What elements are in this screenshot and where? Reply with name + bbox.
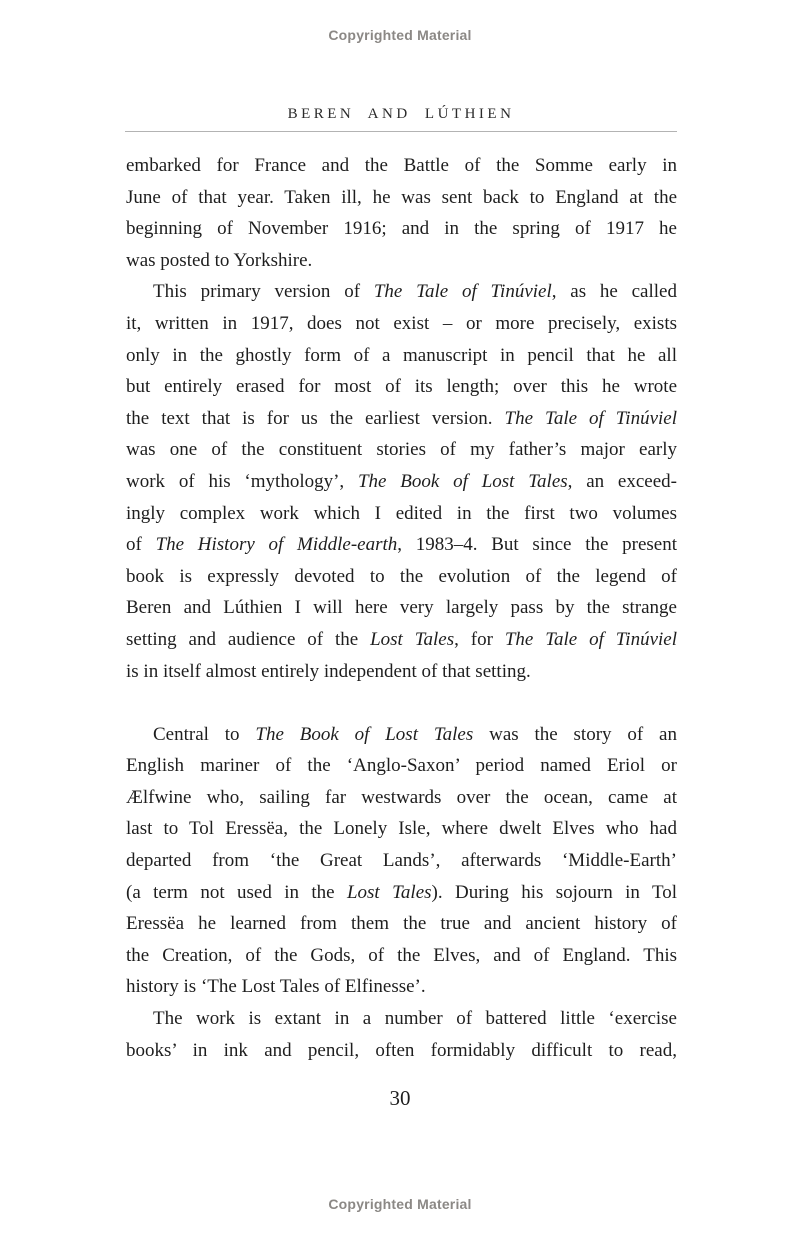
text-segment: last to Tol Eressëa, the Lonely Isle, where dwelt Elves who had: [126, 818, 677, 840]
text-line: [126, 624, 677, 656]
paragraph: [126, 150, 677, 276]
text-line: [126, 971, 677, 1003]
text-line: [126, 308, 677, 340]
text-segment: work of his ‘mythology’,: [126, 470, 358, 492]
text-segment: The work is extant in a number of battered little ‘exercise: [153, 1008, 677, 1030]
italic-text-segment: The Tale of Tinúviel: [373, 281, 552, 303]
italic-text-segment: Lost Tales: [370, 628, 455, 650]
italic-text-segment: The Book of Lost Tales: [255, 723, 474, 745]
text-segment: ingly complex work which I edited in the first two volumes: [126, 502, 677, 524]
paragraph: [126, 1003, 677, 1066]
italic-text-segment: The Tale of Tinúviel: [504, 628, 677, 650]
header-rule: [125, 131, 677, 132]
text-line: [126, 940, 677, 972]
copyright-notice-top: Copyrighted Material: [328, 27, 472, 43]
italic-text-segment: The History of Middle-earth: [155, 534, 398, 556]
page-number: 30: [389, 1086, 411, 1110]
text-segment: This primary version of: [153, 281, 374, 303]
italic-text-segment: Lost Tales: [346, 881, 432, 903]
paragraph: [126, 276, 677, 687]
text-line: [126, 782, 677, 814]
text-line: [126, 592, 677, 624]
text-segment: only in the ghostly form of a manuscript in pencil that he all: [126, 344, 677, 366]
text-line: [126, 561, 677, 593]
text-line: [126, 877, 677, 909]
page-body: [126, 150, 677, 1066]
text-line: [126, 340, 677, 372]
text-line: [126, 182, 677, 214]
text-line: [126, 529, 677, 561]
text-segment: was the story of an: [473, 723, 677, 745]
text-line: [126, 656, 677, 688]
paragraph: [126, 719, 677, 1003]
text-segment: , an exceed-: [567, 470, 677, 492]
text-line: [126, 1035, 677, 1067]
text-segment: embarked for France and the Battle of the Somme early in: [126, 155, 677, 176]
text-line: [126, 245, 677, 277]
text-line: [126, 498, 677, 530]
text-line: [126, 813, 677, 845]
text-segment: of: [126, 534, 156, 556]
text-segment: June of that year. Taken ill, he was sent back to England at the: [126, 186, 677, 208]
text-segment: departed from ‘the Great Lands’, afterwards ‘Middle-Earth’: [126, 850, 677, 872]
running-header-title: BEREN AND LÚTHIEN: [287, 106, 515, 122]
text-segment: the Creation, of the Gods, of the Elves, and of England. This: [126, 944, 677, 966]
text-line: [126, 908, 677, 940]
text-segment: , as he called: [551, 281, 677, 303]
text-segment: ). During his sojourn in Tol: [431, 881, 678, 903]
text-segment: was posted to Yorkshire.: [126, 249, 313, 271]
text-line: [126, 434, 677, 466]
text-segment: but entirely erased for most of its length; over this he wrote: [126, 376, 677, 398]
text-segment: is in itself almost entirely independent of that setting.: [126, 660, 531, 682]
text-segment: , 1983–4. But since the present: [397, 534, 677, 556]
italic-text-segment: The Tale of Tinúviel: [504, 407, 677, 429]
text-line: [126, 371, 677, 403]
text-segment: was one of the constituent stories of my father’s major early: [126, 439, 677, 461]
text-line: [126, 403, 677, 435]
text-segment: Ælfwine who, sailing far westwards over the ocean, came at: [126, 786, 677, 808]
text-segment: setting and audience of the: [126, 628, 371, 650]
text-segment: (a term not used in the: [126, 881, 347, 903]
running-header: [125, 106, 677, 132]
text-line: [126, 719, 677, 751]
text-line: [126, 845, 677, 877]
text-line: [126, 276, 677, 308]
text-segment: books’ in ink and pencil, often formidably difficult to read,: [126, 1039, 677, 1061]
text-segment: English mariner of the ‘Anglo-Saxon’ period named Eriol or: [126, 755, 677, 777]
text-line: [126, 213, 677, 245]
copyright-notice-bottom: Copyrighted Material: [328, 1196, 472, 1212]
text-segment: beginning of November 1916; and in the spring of 1917 he: [126, 218, 677, 240]
text-line: [126, 466, 677, 498]
text-segment: Eressëa he learned from them the true and ancient history of: [126, 913, 677, 935]
text-segment: , for: [454, 628, 505, 650]
italic-text-segment: The Book of Lost Tales: [357, 470, 568, 492]
text-segment: history is ‘The Lost Tales of Elfinesse’.: [126, 976, 426, 998]
text-segment: Central to: [153, 723, 256, 745]
text-line: [126, 750, 677, 782]
text-segment: Beren and Lúthien I will here very largely pass by the strange: [126, 597, 677, 619]
text-line: [126, 1003, 677, 1035]
text-segment: it, written in 1917, does not exist – or more precisely, exists: [126, 312, 677, 334]
text-line: [126, 150, 677, 182]
text-segment: book is expressly devoted to the evolution of the legend of: [126, 565, 677, 587]
text-segment: the text that is for us the earliest version.: [126, 407, 505, 429]
